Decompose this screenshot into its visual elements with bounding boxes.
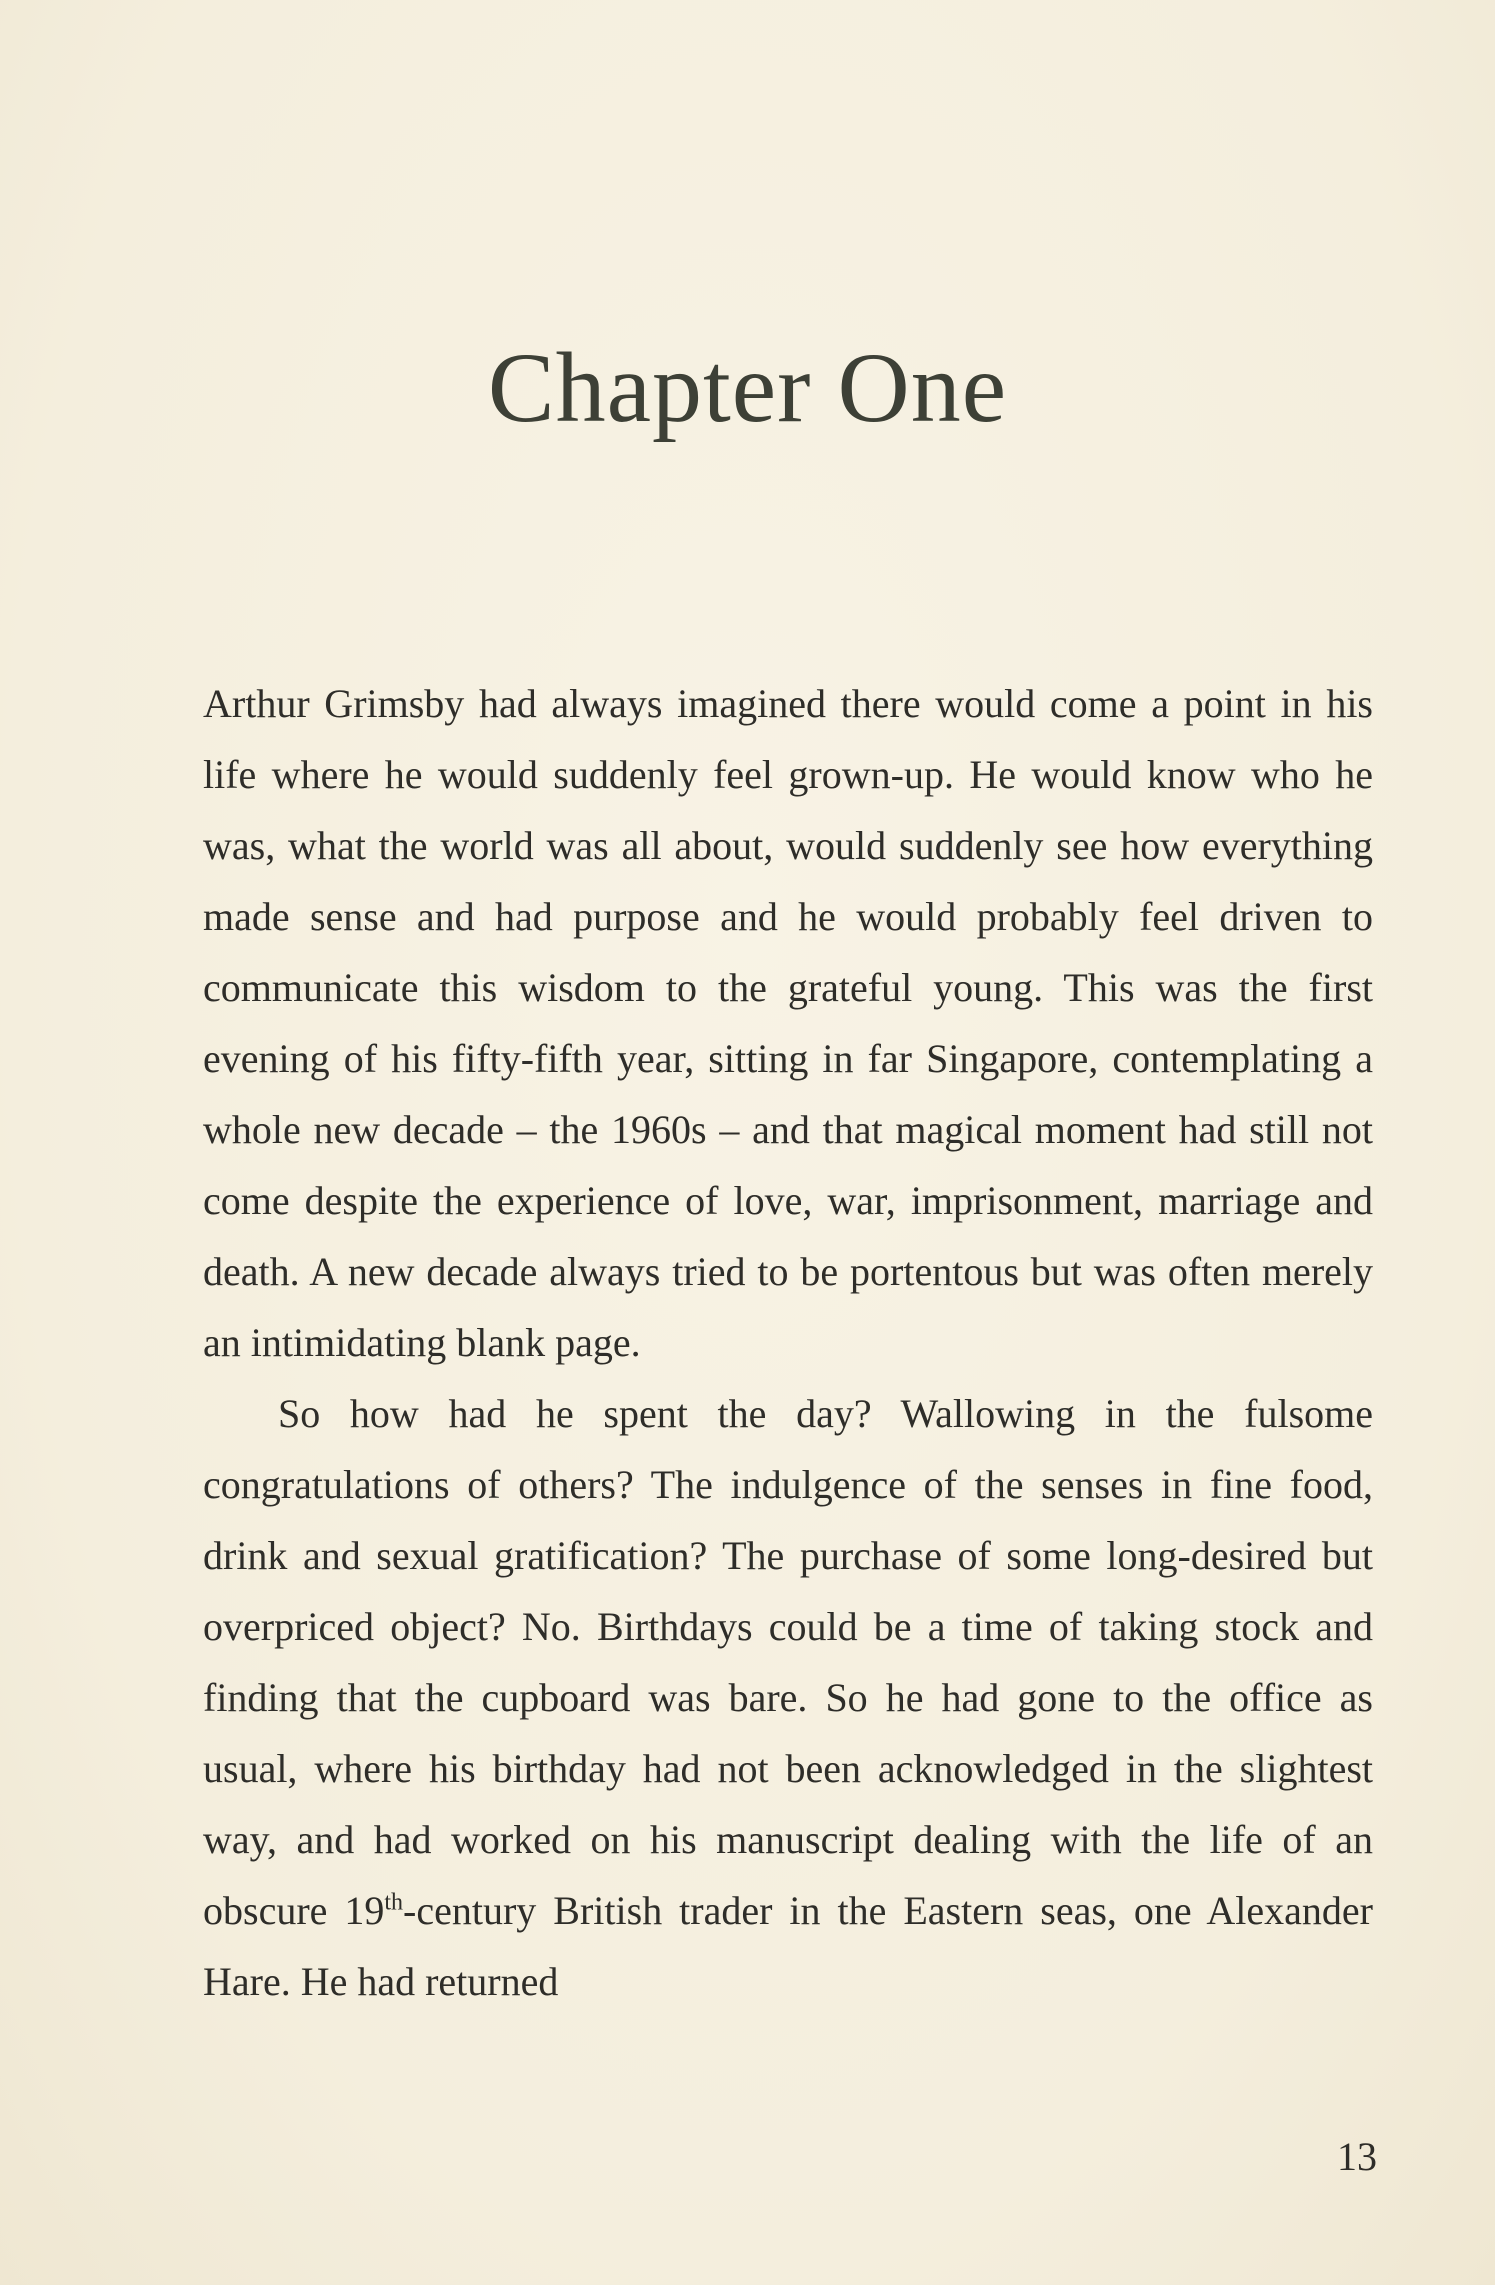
ordinal-superscript: th	[384, 1889, 404, 1916]
chapter-title: Chapter One	[487, 332, 1008, 443]
chapter-body	[203, 668, 1373, 2017]
paragraph-2-text-before: So how had he spent the day? Wallowing in the fulsome congratulations of others? The indulgence of the senses in fine food, drink and sexual gratification? The purchase of some long-desired but overpriced object? No. Birthdays could be a time of taking stock and finding that the cupboard was bare. So he had gone to the office as usual, where his birthday had not been acknowledged in the slightest way, and had worked on his manuscript dealing with the life of an obscure 19	[203, 1391, 1373, 1933]
paragraph-1: Arthur Grimsby had always imagined there would come a point in his life where he would suddenly feel grown-up. He would know who he was, what the world was all about, would suddenly see how everything made sense and had purpose and he would probably feel driven to communicate this wisdom to the grateful young. This was the first evening of his fifty-fifth year, sitting in far Singapore, contemplating a whole new decade – the 1960s – and that magical moment had still not come despite the experience of love, war, imprisonment, marriage and death. A new decade always tried to be portentous but was often merely an intimidating blank page.	[203, 681, 1373, 1365]
page-number: 13	[1337, 2134, 1377, 2179]
paragraph-2	[203, 1378, 1373, 2017]
paragraph-2-text-after: -century British trader in the Eastern seas, one Alexander Hare. He had returned	[203, 1888, 1373, 2004]
